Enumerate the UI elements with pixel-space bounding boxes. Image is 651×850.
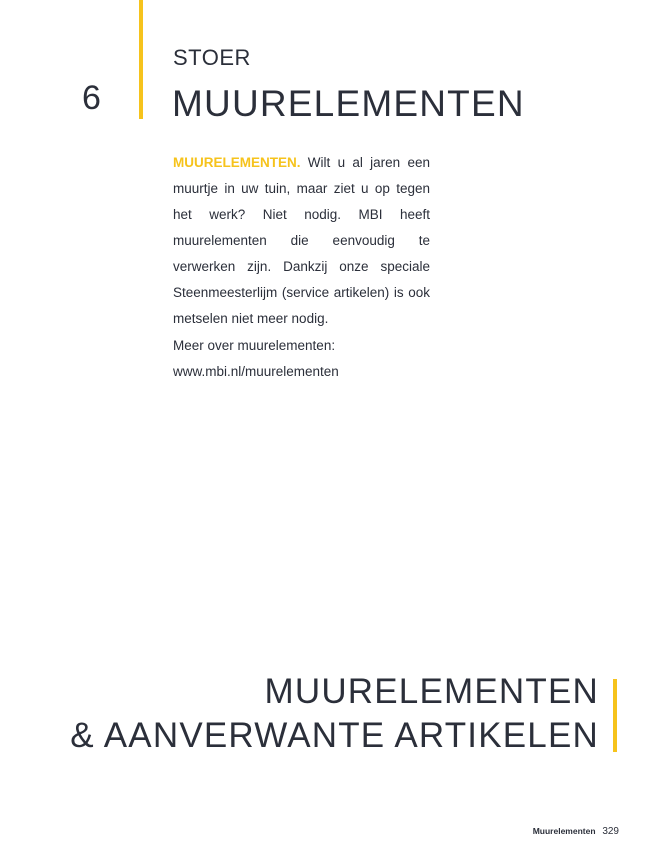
intro-paragraph: [173, 150, 430, 332]
page-title: MUURELEMENTEN: [172, 83, 525, 124]
section-heading-line1: MUURELEMENTEN: [264, 672, 599, 711]
accent-bar-top: [139, 0, 143, 119]
chapter-number: 6: [82, 79, 101, 117]
accent-bar-bottom: [613, 679, 617, 752]
page-number: 329: [602, 826, 619, 837]
section-heading-line2: & AANVERWANTE ARTIKELEN: [70, 716, 599, 755]
footer-section: Muurelementen: [532, 826, 596, 836]
intro-lead: MUURELEMENTEN.: [173, 155, 301, 170]
more-info: [173, 333, 339, 385]
more-info-label: Meer over muurelementen:: [173, 338, 336, 353]
intro-body: Wilt u al jaren een muurtje in uw tuin, maar ziet u op tegen het werk? Niet nodig. MBI heeft muurelementen die eenvoudig te verwerken zijn. Dankzij onze speciale Steenmeesterlijm (service artikelen) is ook metselen niet meer nodig.: [173, 155, 430, 326]
more-info-link[interactable]: www.mbi.nl/muurelementen: [173, 364, 339, 379]
page-footer: [533, 824, 619, 839]
chapter-kicker: STOER: [173, 45, 251, 70]
section-heading: [70, 670, 599, 758]
